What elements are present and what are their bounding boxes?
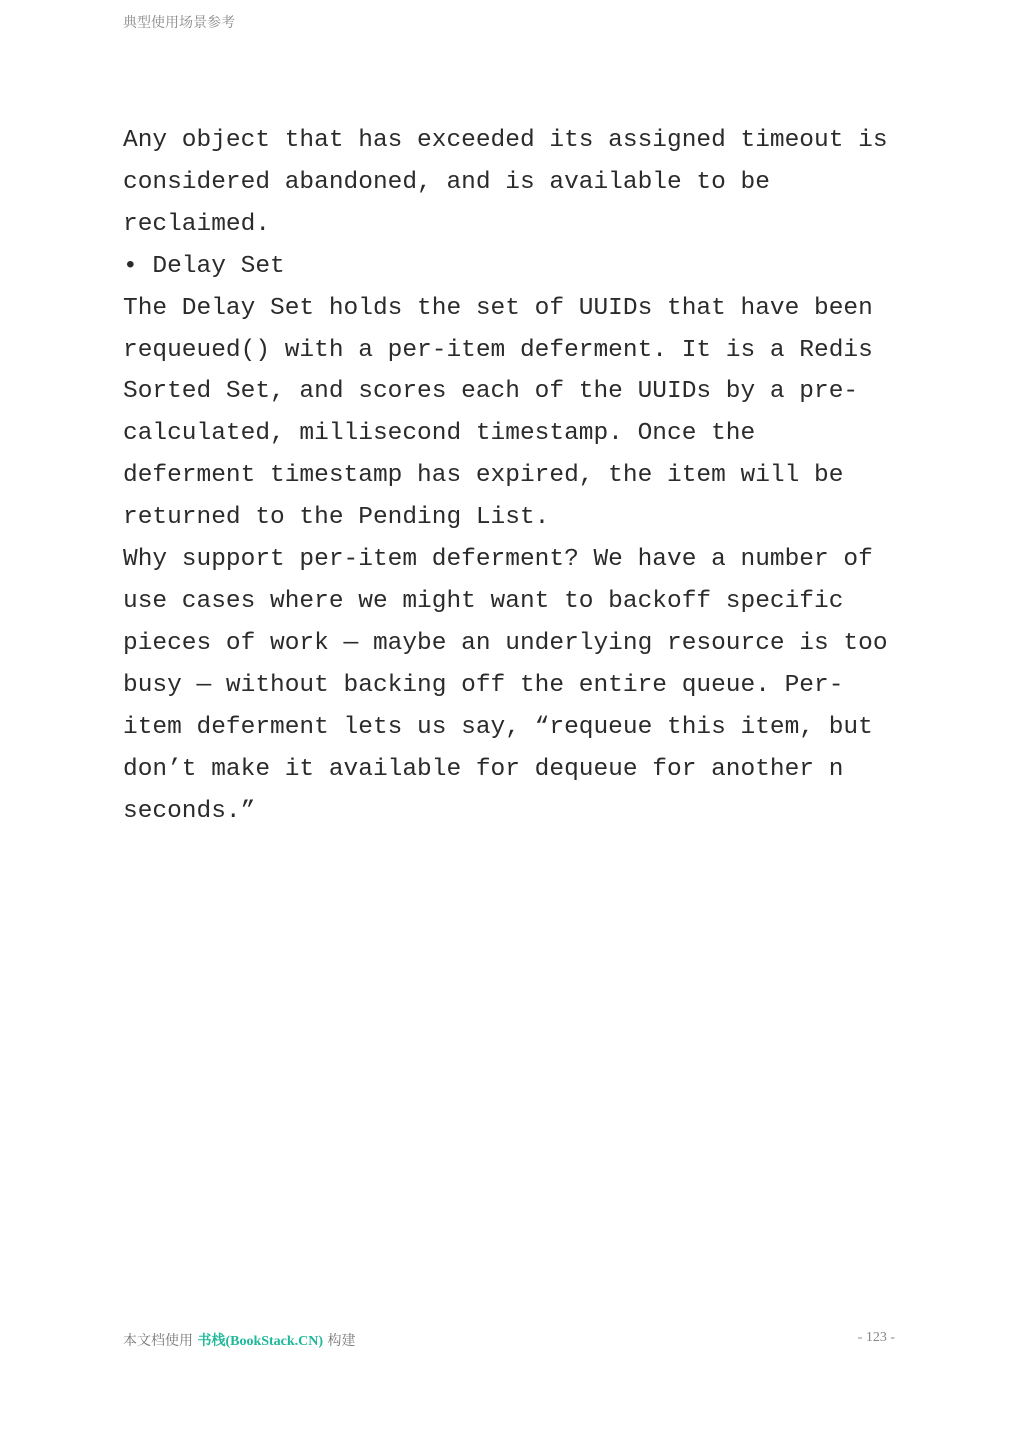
- page-number: - 123 -: [857, 1330, 895, 1345]
- body-line: Any object that has exceeded its assigned timeout is: [123, 127, 888, 154]
- footer-credit: [123, 1330, 356, 1350]
- body-line: considered abandoned, and is available to be: [123, 168, 770, 196]
- body-line: Sorted Set, and scores each of the UUIDs by a pre-: [123, 378, 859, 406]
- body-line: item deferment lets us say, “requeue this item, but: [123, 713, 873, 741]
- page-header-title: 典型使用场景参考: [123, 15, 235, 31]
- body-line: deferment timestamp has expired, the item will be: [123, 462, 844, 490]
- body-line: requeued() with a per-item deferment. It is a Redis: [123, 336, 873, 364]
- body-line: calculated, millisecond timestamp. Once the: [123, 420, 756, 448]
- bookstack-link[interactable]: 书栈(BookStack.CN): [197, 1334, 324, 1349]
- page-footer: [123, 1330, 895, 1350]
- body-line: Why support per-item deferment? We have a number of: [123, 546, 873, 574]
- body-line: reclaimed.: [123, 210, 271, 238]
- bullet-heading-delay-set: • Delay Set: [123, 252, 285, 280]
- body-line: use cases where we might want to backoff specific: [123, 587, 844, 615]
- footer-prefix: 本文档使用: [123, 1333, 198, 1349]
- body-line: returned to the Pending List.: [123, 504, 550, 532]
- body-line: seconds.”: [123, 797, 256, 825]
- body-line: pieces of work — maybe an underlying resource is too: [123, 629, 888, 657]
- document-body: [123, 120, 903, 832]
- body-line: The Delay Set holds the set of UUIDs that have been: [123, 294, 873, 322]
- footer-suffix: 构建: [323, 1333, 356, 1349]
- body-line: don’t make it available for dequeue for another n: [123, 755, 844, 783]
- body-line: busy — without backing off the entire queue. Per-: [123, 671, 844, 699]
